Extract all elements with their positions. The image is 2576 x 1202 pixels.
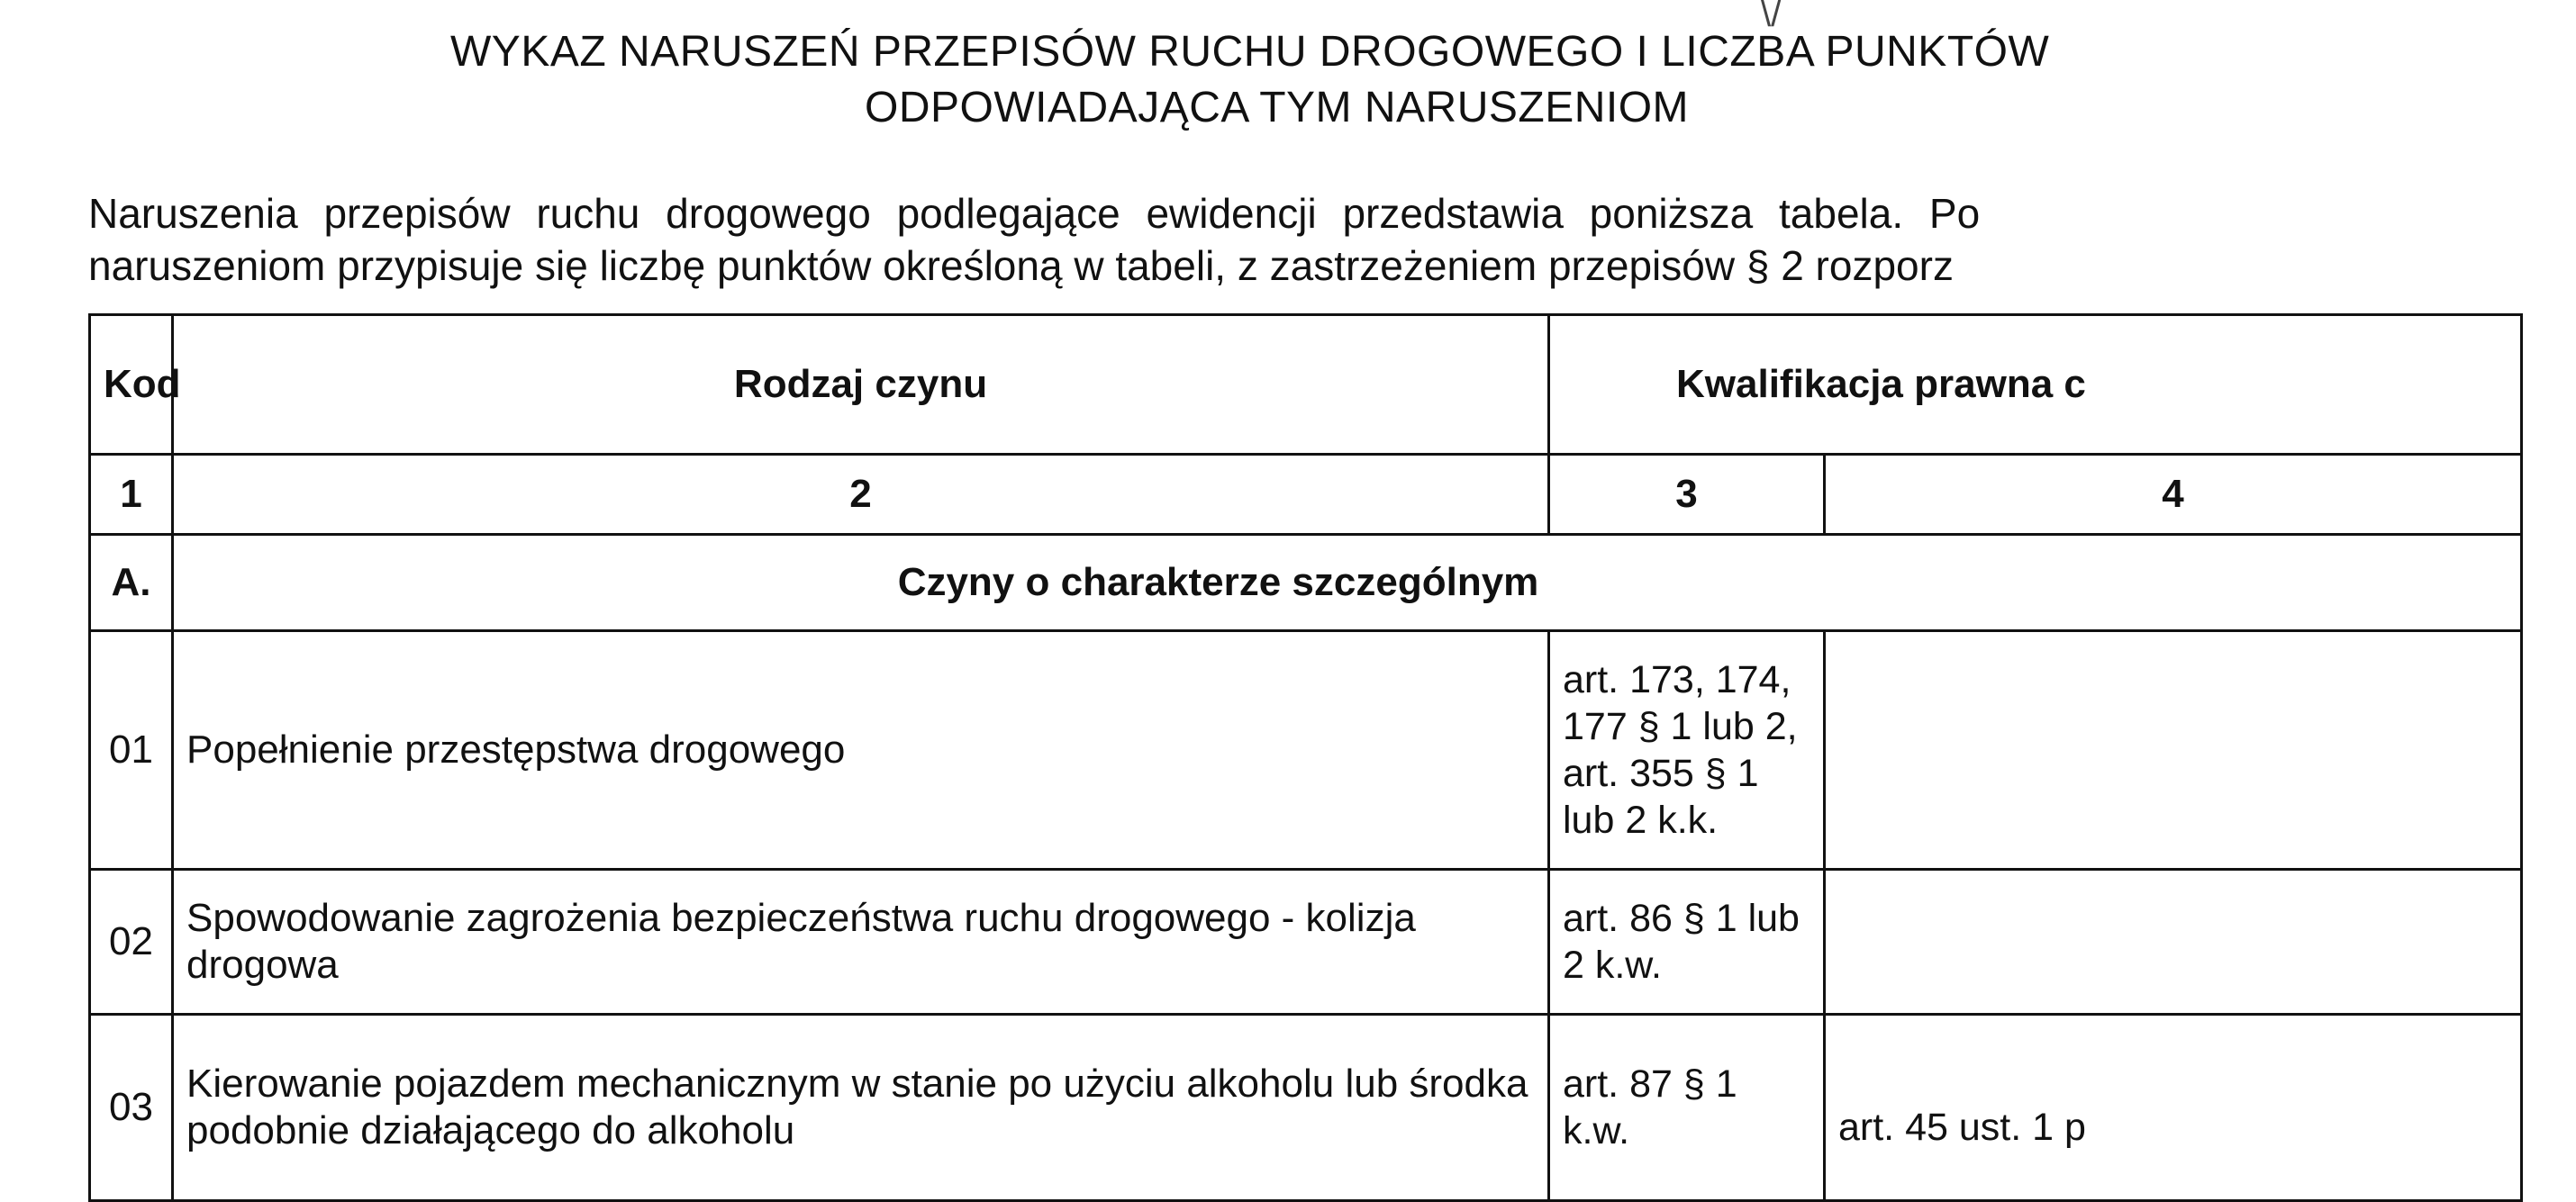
- qualification-line: art. 173, 174,: [1563, 658, 1791, 701]
- column-number: 3: [1549, 455, 1825, 535]
- section-title: Czyny o charakterze szczególnym: [173, 535, 2522, 631]
- column-number: 1: [90, 455, 173, 535]
- row-code: 03: [90, 1015, 173, 1201]
- row-qualification-a: [1549, 631, 1825, 870]
- intro-line-2: naruszeniom przypisuje się liczbę punktów określoną w tabeli, z zastrzeżeniem przepisów § 2 rozporz: [88, 242, 1954, 289]
- qualification-line: art. 355 § 1: [1563, 752, 1759, 795]
- section-code: A.: [90, 535, 173, 631]
- violations-table: [88, 313, 2523, 1202]
- corner-mark: \/: [1761, 0, 1782, 34]
- header-kod: Kod: [90, 315, 173, 455]
- table-header-row: [90, 315, 2522, 455]
- row-qualification-b: art. 45 ust. 1 p: [1825, 1015, 2522, 1201]
- column-number: 2: [173, 455, 1549, 535]
- table-row: [90, 1015, 2522, 1201]
- row-description: Popełnienie przestępstwa drogowego: [173, 631, 1549, 870]
- table-row: [90, 870, 2522, 1015]
- row-code: 01: [90, 631, 173, 870]
- column-number: 4: [1825, 455, 2522, 535]
- qualification-line: 2 k.w.: [1563, 944, 1662, 987]
- qualification-line: lub 2 k.k.: [1563, 799, 1719, 842]
- qualification-line: art. 86 § 1 lub: [1563, 897, 1800, 940]
- section-row: [90, 535, 2522, 631]
- row-qualification-b: [1825, 870, 2522, 1015]
- row-description: Kierowanie pojazdem mechanicznym w stanie po użyciu alkoholu lub środka podobnie działającego do alkoholu: [173, 1015, 1549, 1201]
- header-rodzaj-czynu: Rodzaj czynu: [173, 315, 1549, 455]
- row-code: 02: [90, 870, 173, 1015]
- column-number-row: [90, 455, 2522, 535]
- document-title-line-1: WYKAZ NARUSZEŃ PRZEPISÓW RUCHU DROGOWEGO I LICZBA PUNKTÓW: [450, 28, 2050, 76]
- row-qualification-a: [1549, 870, 1825, 1015]
- intro-line-1: Naruszenia przepisów ruchu drogowego podlegające ewidencji przedstawia poniższa tabela. Po: [88, 190, 1981, 237]
- row-qualification-a: [1549, 1015, 1825, 1201]
- qualification-line: k.w.: [1563, 1109, 1630, 1152]
- row-qualification-b: [1825, 631, 2522, 870]
- intro-paragraph: [88, 187, 2430, 292]
- qualification-line: 177 § 1 lub 2,: [1563, 705, 1798, 748]
- qualification-line: art. 87 § 1: [1563, 1062, 1737, 1106]
- table-row: [90, 631, 2522, 870]
- document-title-line-2: ODPOWIADAJĄCA TYM NARUSZENIOM: [865, 84, 1690, 131]
- row-description: Spowodowanie zagrożenia bezpieczeństwa ruchu drogowego - kolizja drogowa: [173, 870, 1549, 1015]
- header-kwalifikacja-prawna: Kwalifikacja prawna c: [1549, 315, 2522, 455]
